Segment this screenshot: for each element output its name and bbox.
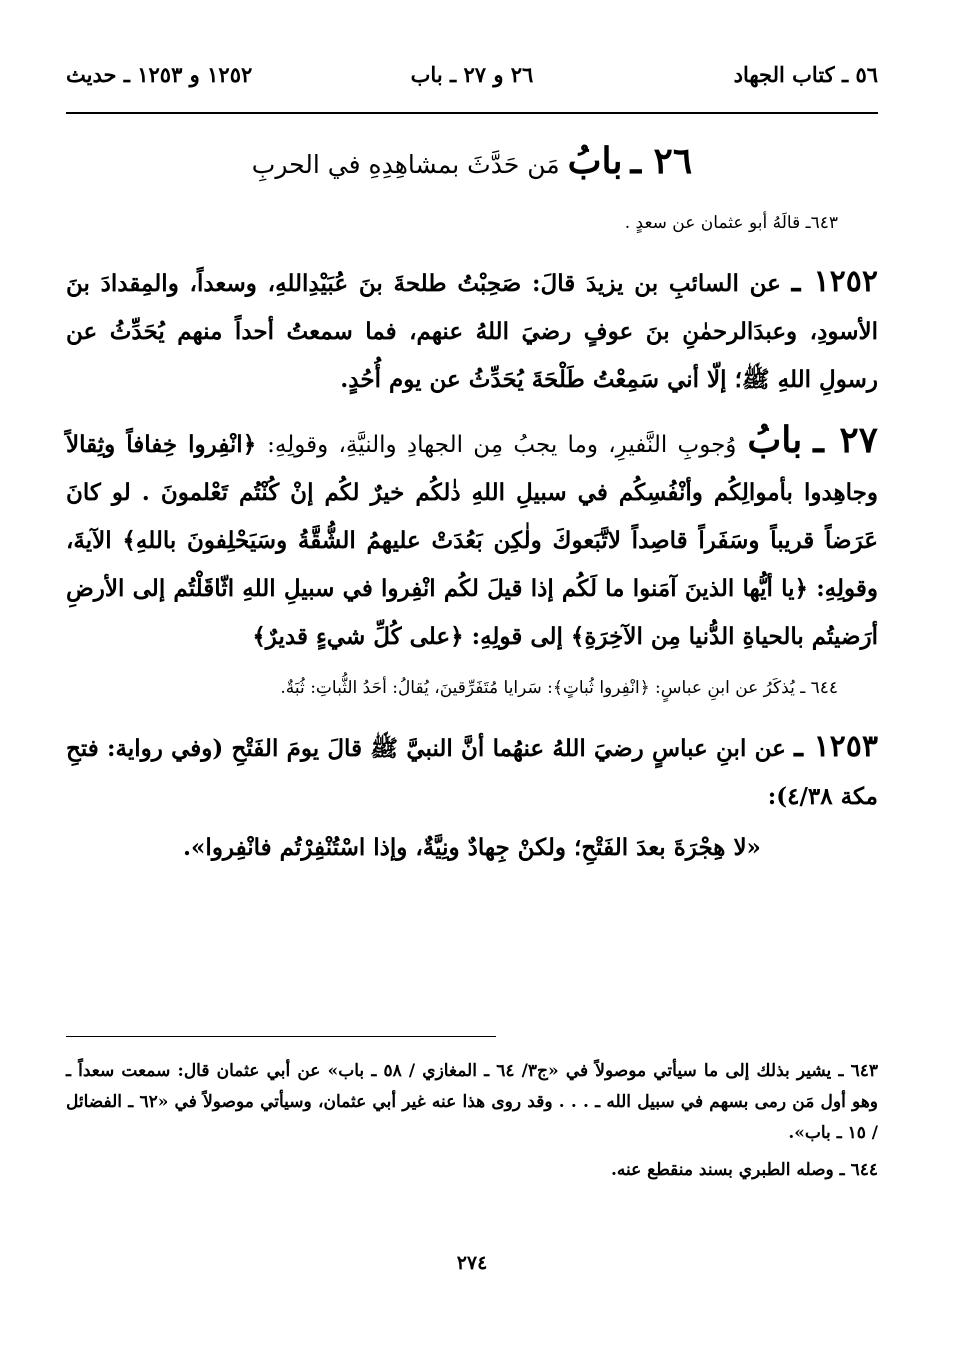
hadith-1253-number: ١٢٥٣ ـ: [794, 729, 879, 764]
main-text: [66, 134, 878, 883]
hadith-1253-quote: «لا هِجْرَةَ بعدَ الفَتْحِ؛ ولكنْ جِهادٌ ونِيَّةٌ، وإذا اسْتُنْفِرْتُم فانْفِروا».: [183, 834, 761, 861]
header-hadith-range: ١٢٥٢ و ١٢٥٣ ـ حديث: [66, 62, 253, 87]
header-rule: [66, 112, 878, 114]
note-643: ٦٤٣ـ قالَهُ أبو عثمان عن سعدٍ .: [624, 213, 838, 233]
hadith-1252: [66, 258, 878, 404]
chapter-27-title: وُجوبِ النَّفيرِ، وما يجبُ مِن الجهادِ والنيَّةِ، وقولِهِ:: [267, 432, 737, 458]
book-page: [66, 56, 878, 1296]
hadith-1252-number: ١٢٥٢ ـ: [791, 264, 878, 299]
footnote-rule: [66, 1036, 496, 1037]
chapter-27: [66, 416, 878, 661]
note-644: ٦٤٤ ـ يُذكَرُ عن ابنِ عباسٍ: ﴿انْفِروا ثُباتٍ﴾: سَرايا مُتَفَرِّقينَ، يُقالُ: أحَدُ الثُّباتِ: ثُبَةٌ.: [280, 678, 838, 698]
chapter-27-text: ﴿انْفِروا خِفافاً وثِقالاً وجاهِدوا بأموالِكُم وأنْفُسِكُم في سبيلِ اللهِ ذٰلكُم خيرٌ لكُم إنْ كُنْتُم تَعْلمونَ . لو كانَ عَرَضاً قريباً وسَفَراً قاصِداً لاتَّبَعوكَ ولٰكِن بَعُدَتْ عليهمُ الشُّقَّةُ وسَيَحْلِفونَ باللهِ﴾ الآيةَ، وقولِهِ: ﴿يا أيُّها الذينَ آمَنوا ما لَكُم إذا قيلَ لكُم انْفِروا في سبيلِ اللهِ اثّاقَلْتُم إلى الأرضِ أرَضيتُم بالحياةِ الدُّنيا مِن الآخِرَةِ﴾ إلى قولِهِ: ﴿على كُلِّ شيءٍ قديرٌ﴾: [66, 431, 878, 650]
hadith-1253-text: عن ابنِ عباسٍ رضيَ اللهُ عنهُما أنَّ النبيَّ ﷺ قالَ يومَ الفَتْحِ (وفي رواية: فتحِ مكة ٤/٣٨):: [66, 735, 878, 810]
running-header: [66, 56, 878, 96]
chapter-26-number: ٢٦ ـ: [630, 140, 693, 182]
header-book-title: ٥٦ ـ كتاب الجهاد: [733, 62, 878, 87]
chapter-27-number: ٢٧ ـ: [813, 419, 878, 461]
footnote-644: ٦٤٤ ـ وصله الطبري بسند منقطع عنه.: [610, 1160, 878, 1180]
chapter-26-bab: بابُ: [567, 140, 623, 182]
chapter-26-title: مَن حَدَّثَ بمشاهِدِهِ في الحربِ: [251, 150, 560, 179]
footnote-643: ٦٤٣ ـ يشير بذلك إلى ما سيأتي موصولاً في «ج٣/ ٦٤ ـ المغازي / ٥٨ ـ باب» عن أبي عثمان قال: سمعت سعداً ـ وهو أول مَن رمى بسهم في سبيل الله ـ . . . وقد روى هذا عنه غير أبي عثمان، وسيأتي موصولاً في «٦٢ ـ الفضائل / ١٥ ـ باب».: [66, 1061, 879, 1143]
footnotes: [66, 1056, 878, 1192]
chapter-27-bab: بابُ: [747, 419, 803, 461]
hadith-1252-text: عن السائبِ بن يزيدَ قالَ: صَحِبْتُ طلحةَ بنَ عُبَيْدِاللهِ، وسعداً، والمِقدادَ بنَ الأسودِ، وعبدَالرحمٰنِ بنَ عوفٍ رضيَ اللهُ عنهم، فما سمعتُ أحداً منهم يُحَدِّثُ عن رسولِ اللهِ ﷺ؛ إلّا أني سَمِعْتُ طَلْحَةَ يُحَدِّثُ عن يوم أُحُدٍ.: [66, 270, 878, 393]
hadith-1253: [66, 723, 878, 871]
chapter-26-heading: [66, 140, 878, 186]
header-chapter-range: ٢٦ و ٢٧ ـ باب: [410, 62, 534, 87]
page-number: ٢٧٤: [456, 1252, 488, 1274]
